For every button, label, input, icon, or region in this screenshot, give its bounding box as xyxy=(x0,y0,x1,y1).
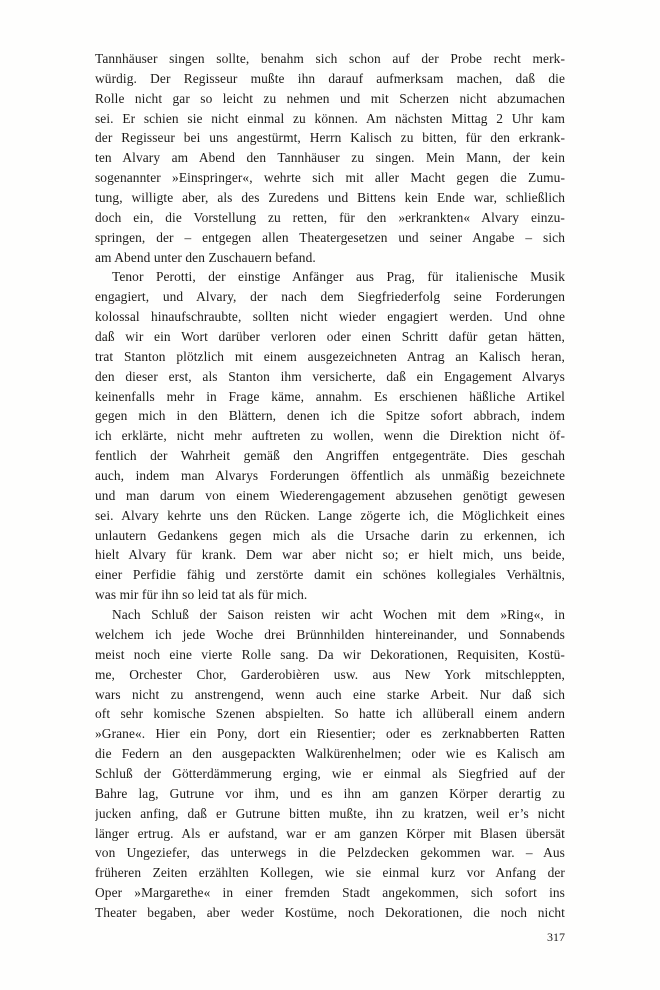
page-number: 317 xyxy=(547,930,565,944)
text-line: früheren Zeiten erzählten Kollegen, wie sie einmal kurz vor Anfang der xyxy=(95,865,565,881)
text-line: »Grane«. Hier ein Pony, dort ein Riesentier; oder es zerknabberten Ratten xyxy=(95,726,565,742)
text-line: engagiert, und Alvary, der nach dem Siegfriederfolg seine Forderungen xyxy=(95,289,565,305)
text-line: keinenfalls mehr in Frage käme, annahm. Es erschienen häßliche Artikel xyxy=(95,388,565,404)
text-line: me, Orchester Chor, Garderobièren usw. aus New York mitschleppten, xyxy=(95,666,565,682)
text-line: daß wir ein Wort darüber verloren oder einen Schritt dafür getan hätten, xyxy=(95,329,565,345)
text-line: hielt Alvary für krank. Dem war aber nicht so; er hielt mich, uns beide, xyxy=(95,547,565,563)
text-line: gegen mich in den Blättern, denen ich die Spitze sofort abbrach, indem xyxy=(95,408,565,424)
paragraph xyxy=(95,605,565,923)
text-line: Schluß der Götterdämmerung erging, wie er einmal als Siegfried auf der xyxy=(95,765,565,781)
paragraph xyxy=(95,49,565,267)
text-line: doch ein, die Vorstellung zu retten, für den »erkrankten« Alvary einzu- xyxy=(95,209,565,225)
text-line: die Federn an den ausgepackten Walkürenhelmen; oder wie es Kalisch am xyxy=(95,746,565,762)
text-line: von Ungeziefer, das unterwegs in die Pelzdecken gekommen war. – Aus xyxy=(95,845,565,861)
text-line: den dieser erst, als Stanton ihm versicherte, daß ein Engagement Alvarys xyxy=(95,368,565,384)
text-line: Oper »Margarethe« in einer fremden Stadt angekommen, sich sofort ins xyxy=(95,885,565,901)
text-line: unlautern Gedankens gegen mich als die Ursache darin zu erkennen, ich xyxy=(95,527,565,543)
text-line: würdig. Der Regisseur mußte ihn darauf aufmerksam machen, daß die xyxy=(95,70,565,86)
text-line: Tenor Perotti, der einstige Anfänger aus Prag, für italienische Musik xyxy=(112,269,565,285)
text-line: wars nicht zu anstrengend, wenn auch eine starke Arbeit. Nur daß sich xyxy=(95,686,565,702)
text-line: oft sehr komische Szenen abspielten. So hatte ich allüberall einem andern xyxy=(95,706,565,722)
text-line: der Regisseur bei uns angestürmt, Herrn Kalisch zu bitten, für den erkrank- xyxy=(95,130,565,146)
text-line: fentlich der Wahrheit gemäß den Angriffen entgegenträte. Dies geschah xyxy=(95,448,565,464)
text-line: Theater begaben, aber weder Kostüme, noch Dekorationen, die noch nicht xyxy=(95,904,565,920)
text-block xyxy=(95,49,565,923)
text-line: sogenannter »Einspringer«, wehrte sich mit aller Macht gegen die Zumu- xyxy=(95,170,565,186)
text-line: einer Perfidie fähig und zerstörte damit ein schönes kollegiales Verhältnis, xyxy=(95,567,565,583)
text-line: und man darum von einem Wiederengagement abzusehen genötigt gewesen xyxy=(95,487,565,503)
text-line: was mir für ihn so leid tat als für mich. xyxy=(95,587,308,603)
text-line: trat Stanton plötzlich mit einem ausgezeichneten Antrag an Kalisch heran, xyxy=(95,348,565,364)
text-line: kolossal hinaufschraubte, sollten nicht wieder engagiert werden. Und ohne xyxy=(95,309,565,325)
text-line: jucken anfing, daß er Gutrune bitten mußte, ihn zu kratzen, weil er’s nicht xyxy=(95,805,565,821)
paragraph xyxy=(95,267,565,605)
text-line: Bahre lag, Gutrune vor ihm, und es ihn am ganzen Körper derartig zu xyxy=(95,785,565,801)
text-line: am Abend unter den Zuschauern befand. xyxy=(95,249,316,265)
text-line: welchem ich jede Woche drei Brünnhilden hintereinander, und Sonnabends xyxy=(95,626,565,642)
text-line: springen, der – entgegen allen Theatergesetzen und seiner Angabe – sich xyxy=(95,229,565,245)
text-line: Nach Schluß der Saison reisten wir acht Wochen mit dem »Ring«, in xyxy=(112,607,565,623)
text-line: Tannhäuser singen sollte, benahm sich schon auf der Probe recht merk- xyxy=(95,51,565,66)
text-line: ten Alvary am Abend den Tannhäuser zu singen. Mein Mann, der kein xyxy=(95,150,565,166)
text-line: sei. Er schien sie nicht einmal zu können. Am nächsten Mittag 2 Uhr kam xyxy=(95,110,565,126)
text-line: länger ertrug. Als er aufstand, war er am ganzen Körper mit Blasen übersät xyxy=(95,825,565,841)
text-line: auch, indem man Alvarys Forderungen öffentlich als unmäßig bezeichnete xyxy=(95,468,565,484)
text-line: tung, willigte aber, als des Zuredens und Bittens kein Ende war, schließlich xyxy=(95,190,565,206)
text-line: meist noch eine vierte Rolle sang. Da wir Dekorationen, Requisiten, Kostü- xyxy=(95,646,565,662)
text-line: sei. Alvary kehrte uns den Rücken. Lange zögerte ich, die Möglichkeit eines xyxy=(95,507,565,523)
text-line: Rolle nicht gar so leicht zu nehmen und mit Scherzen nicht abzumachen xyxy=(95,90,565,106)
text-line: ich erklärte, nicht mehr auftreten zu wollen, wenn die Direktion nicht öf- xyxy=(95,428,565,444)
